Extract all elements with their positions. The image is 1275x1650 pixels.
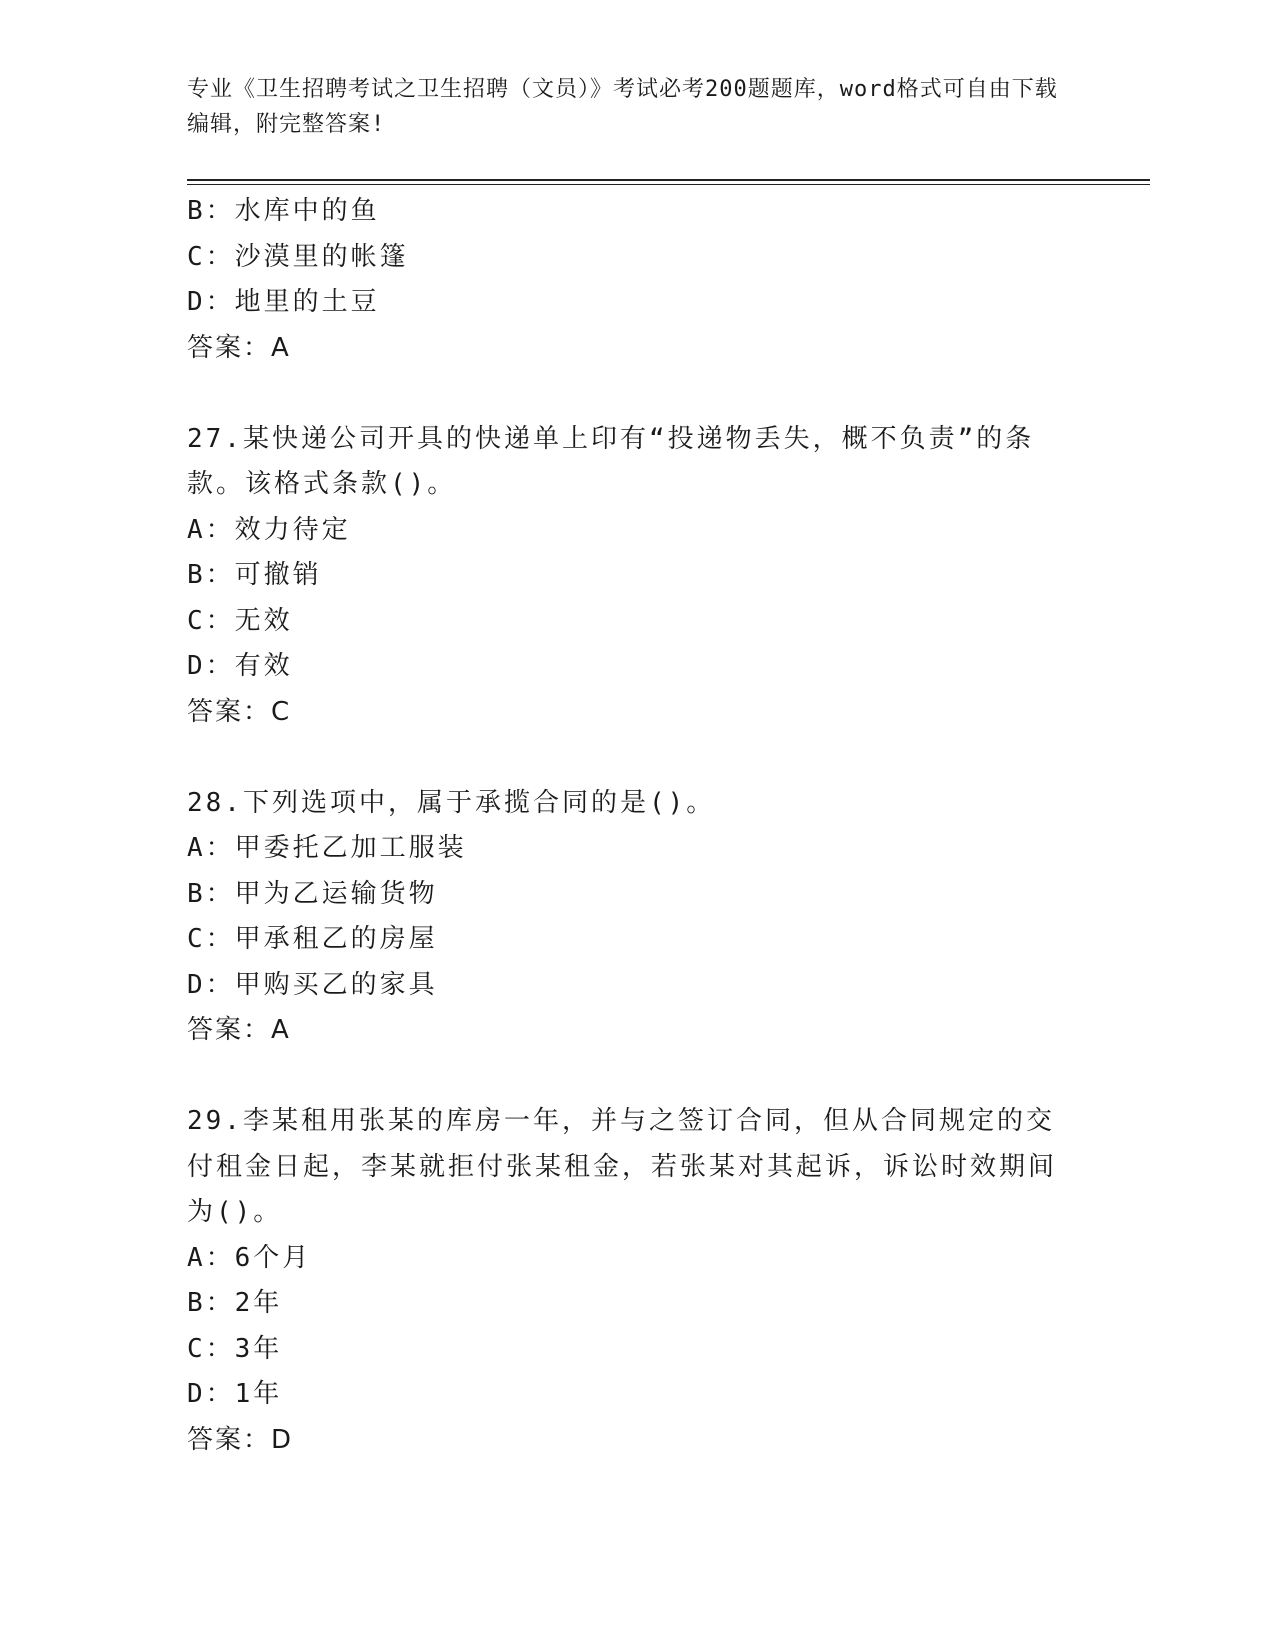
question-29 <box>187 1099 1087 1463</box>
option-d: D：甲购买乙的家具 <box>187 969 438 1000</box>
option-c: C：甲承租乙的房屋 <box>187 924 438 954</box>
question-stem: 27.某快递公司开具的快递单上印有“投递物丢失，概不负责”的条款。该格式条款()。 <box>187 423 1035 499</box>
option-c: C：无效 <box>187 605 293 636</box>
question-28 <box>187 781 1087 1054</box>
spacer <box>187 735 1087 781</box>
header-rule-bottom <box>187 184 1150 185</box>
option-d: D：1年 <box>187 1379 283 1409</box>
answer-line: 答案：D <box>187 1424 294 1455</box>
spacer <box>187 371 1087 417</box>
answer-line: 答案：A <box>187 1015 291 1045</box>
answer-line: 答案：A <box>187 332 291 363</box>
option-c: C：3年 <box>187 1333 283 1364</box>
document-header: 专业《卫生招聘考试之卫生招聘（文员）》考试必考200题题库，word格式可自由下载编辑，附完整答案! <box>187 77 1058 137</box>
option-b: B：甲为乙运输货物 <box>187 878 438 909</box>
option-b: B：可撤销 <box>187 560 322 590</box>
question-stem: 28.下列选项中，属于承揽合同的是()。 <box>187 787 716 818</box>
option-c: C：沙漠里的帐篷 <box>187 241 409 272</box>
option-b: B：水库中的鱼 <box>187 196 380 226</box>
header-rule-top <box>187 179 1150 181</box>
option-b: B：2年 <box>187 1288 283 1318</box>
answer-line: 答案：C <box>187 696 292 727</box>
option-d: D：有效 <box>187 651 293 681</box>
spacer <box>187 1054 1087 1100</box>
question-stem: 29.李某租用张某的库房一年，并与之签订合同，但从合同规定的交付租金日起，李某就拒付张某租金，若张某对其起诉，诉讼时效期间为()。 <box>187 1106 1058 1227</box>
option-a: A：6个月 <box>187 1242 312 1273</box>
option-d: D：地里的土豆 <box>187 287 380 317</box>
question-list <box>187 189 1087 1463</box>
option-a: A：甲委托乙加工服装 <box>187 833 467 863</box>
question-27 <box>187 417 1087 736</box>
partial-question <box>187 189 1087 371</box>
option-a: A：效力待定 <box>187 514 351 545</box>
